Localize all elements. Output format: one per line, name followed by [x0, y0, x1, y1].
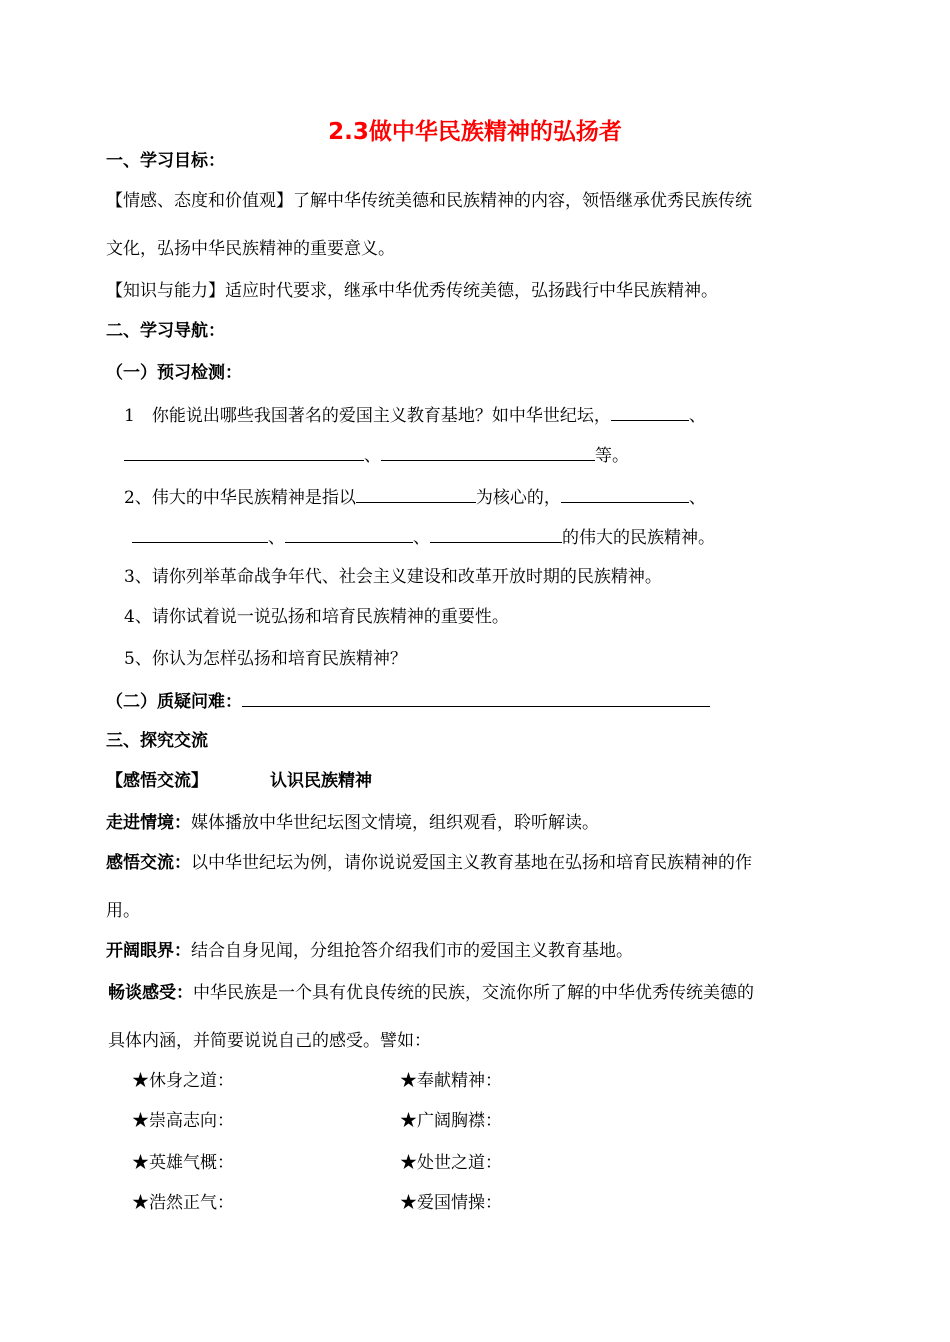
question-2-end: 的伟大的民族精神。 [562, 528, 715, 548]
subsection-questions-label: （二）质疑问难： [106, 692, 242, 712]
separator: 、 [413, 528, 430, 548]
page-title: 2.3做中华民族精神的弘扬者 [328, 119, 622, 145]
virtue-item: ★英雄气概： [132, 1153, 234, 1173]
virtue-item: ★广阔胸襟： [400, 1111, 502, 1131]
question-1-line-1 [124, 402, 706, 427]
question-4: 4、请你试着说一说弘扬和培育民族精神的重要性。 [124, 607, 509, 627]
answer-blank[interactable] [430, 524, 562, 543]
enter-scenario-label: 走进情境： [106, 813, 191, 833]
enter-scenario-text: 媒体播放中华世纪坛图文情境，组织观看，聆听解读。 [191, 813, 599, 833]
answer-blank[interactable] [285, 524, 413, 543]
section-3-heading: 三、探究交流 [106, 731, 208, 751]
answer-blank[interactable] [132, 524, 268, 543]
insight-prompt-text: 以中华世纪坛为例，请你说说爱国主义教育基地在弘扬和培育民族精神的作 [191, 853, 752, 873]
answer-blank[interactable] [381, 442, 595, 461]
answer-blank[interactable] [242, 688, 710, 707]
question-1-line-2 [124, 442, 629, 467]
subsection-preview-check: （一）预习检测： [106, 363, 242, 383]
question-1-text: 1 你能说出哪些我国著名的爱国主义教育基地？如中华世纪坛， [124, 406, 611, 426]
virtue-item: ★处世之道： [400, 1153, 502, 1173]
enter-scenario [106, 812, 599, 834]
separator: 、 [364, 446, 381, 466]
virtue-item: ★奉献精神： [400, 1071, 502, 1091]
question-2-line-2 [132, 524, 715, 549]
insight-exchange-label: 【感悟交流】 [106, 771, 208, 791]
virtue-item: ★休身之道： [132, 1071, 234, 1091]
question-5: 5、你认为怎样弘扬和培育民族精神？ [124, 649, 407, 669]
separator: 、 [688, 488, 706, 508]
separator: 、 [688, 406, 706, 426]
virtue-item: ★浩然正气： [132, 1193, 234, 1213]
discuss-feelings-text: 中华民族是一个具有优良传统的民族，交流你所了解的中华优秀传统美德的 [193, 983, 754, 1003]
insight-prompt-line-1 [106, 852, 752, 874]
objective-knowledge: 【知识与能力】适应时代要求，继承中华优秀传统美德，弘扬践行中华民族精神。 [106, 281, 718, 301]
discuss-feelings-line-1 [108, 982, 754, 1004]
subsection-questions [106, 688, 710, 713]
objective-emotion-line-1: 【情感、态度和价值观】了解中华传统美德和民族精神的内容，领悟继承优秀民族传统 [106, 191, 752, 211]
question-2-text: 2、伟大的中华民族精神是指以 [124, 488, 356, 508]
discuss-feelings-line-2: 具体内涵，并简要说说自己的感受。譬如： [108, 1031, 431, 1051]
discuss-feelings-label: 畅谈感受： [108, 983, 193, 1003]
separator: 、 [268, 528, 285, 548]
answer-blank[interactable] [561, 484, 689, 503]
section-1-heading: 一、学习目标： [106, 151, 225, 171]
question-3: 3、请你列举革命战争年代、社会主义建设和改革开放时期的民族精神。 [124, 567, 662, 587]
question-1-end: 等。 [595, 446, 629, 466]
virtue-item: ★崇高志向： [132, 1111, 234, 1131]
answer-blank[interactable] [356, 484, 476, 503]
insight-exchange-heading [106, 770, 372, 792]
broaden-horizons-text: 结合自身见闻，分组抢答介绍我们市的爱国主义教育基地。 [191, 941, 633, 961]
broaden-horizons [106, 940, 633, 962]
section-2-heading: 二、学习导航： [106, 321, 225, 341]
question-2-middle: 为核心的， [475, 488, 561, 508]
answer-blank[interactable] [124, 442, 364, 461]
insight-exchange-title: 认识民族精神 [270, 771, 372, 791]
insight-prompt-line-2: 用。 [106, 901, 140, 921]
question-2-line-1 [124, 484, 706, 509]
insight-prompt-label: 感悟交流： [106, 853, 191, 873]
virtue-item: ★爱国情操： [400, 1193, 502, 1213]
objective-emotion-line-2: 文化，弘扬中华民族精神的重要意义。 [106, 239, 395, 259]
answer-blank[interactable] [611, 402, 689, 421]
broaden-horizons-label: 开阔眼界： [106, 941, 191, 961]
